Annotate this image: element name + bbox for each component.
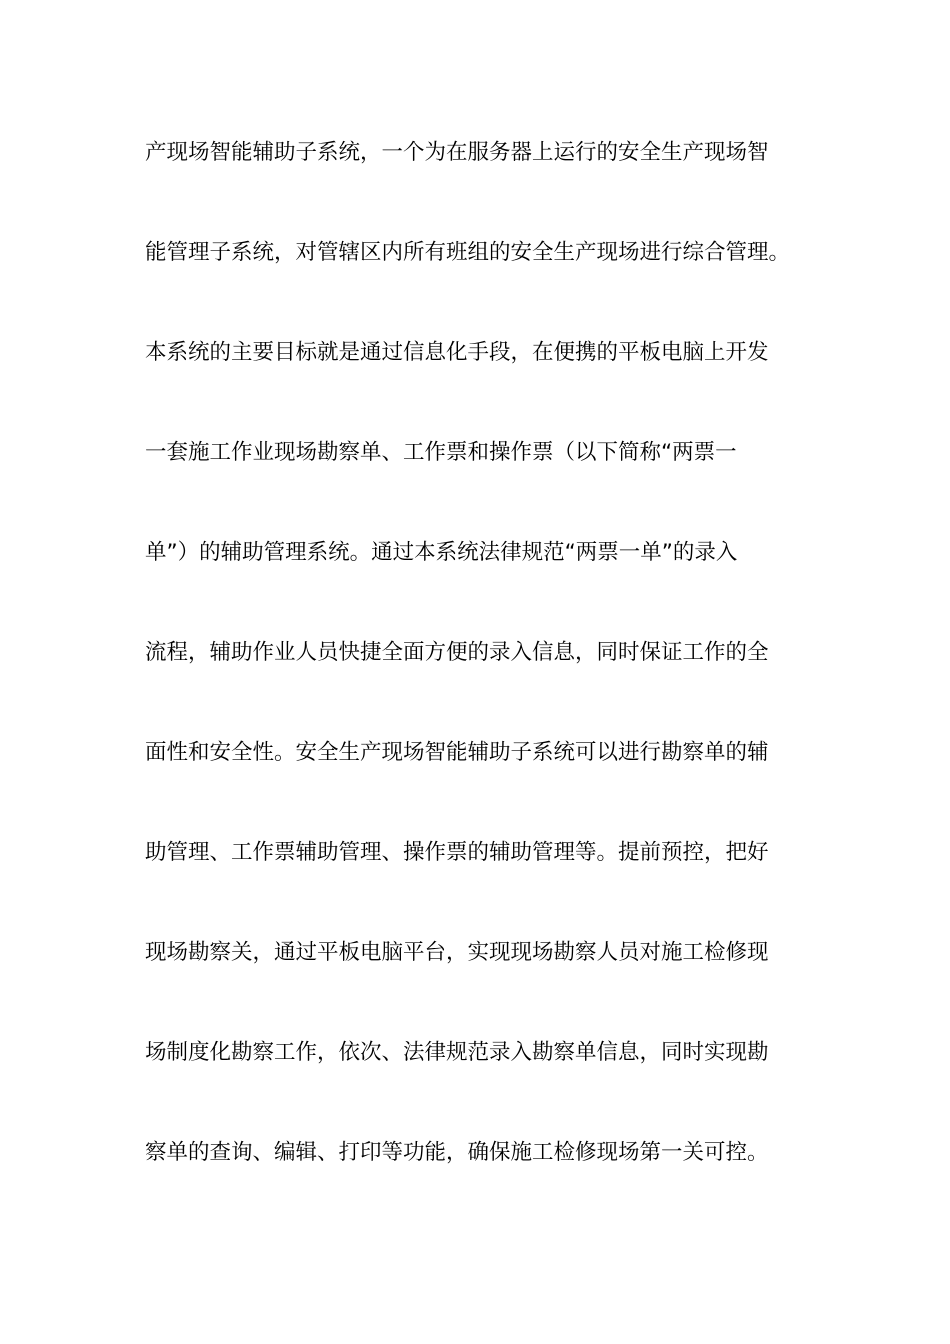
text-line: 助管理、工作票辅助管理、操作票的辅助管理等。提前预控，把好 (145, 840, 769, 865)
text-line: 场制度化勘察工作，依次、法律规范录入勘察单信息，同时实现勘 (145, 1040, 769, 1065)
text-line: 能管理子系统，对管辖区内所有班组的安全生产现场进行综合管理。 (145, 240, 791, 265)
text-line: 流程，辅助作业人员快捷全面方便的录入信息，同时保证工作的全 (145, 640, 769, 665)
text-line: 现场勘察关，通过平板电脑平台，实现现场勘察人员对施工检修现 (145, 940, 769, 965)
text-line: 本系统的主要目标就是通过信息化手段，在便携的平板电脑上开发 (145, 340, 769, 365)
text-line: 一套施工作业现场勘察单、工作票和操作票（以下简称“两票一 (145, 440, 737, 465)
text-line: 产现场智能辅助子系统，一个为在服务器上运行的安全生产现场智 (145, 140, 769, 165)
body-paragraph (145, 128, 835, 1228)
text-line: 单”）的辅助管理系统。通过本系统法律规范“两票一单”的录入 (145, 540, 738, 565)
text-line: 面性和安全性。安全生产现场智能辅助子系统可以进行勘察单的辅 (145, 740, 769, 765)
text-line: 察单的查询、编辑、打印等功能，确保施工检修现场第一关可控。 (145, 1140, 769, 1165)
